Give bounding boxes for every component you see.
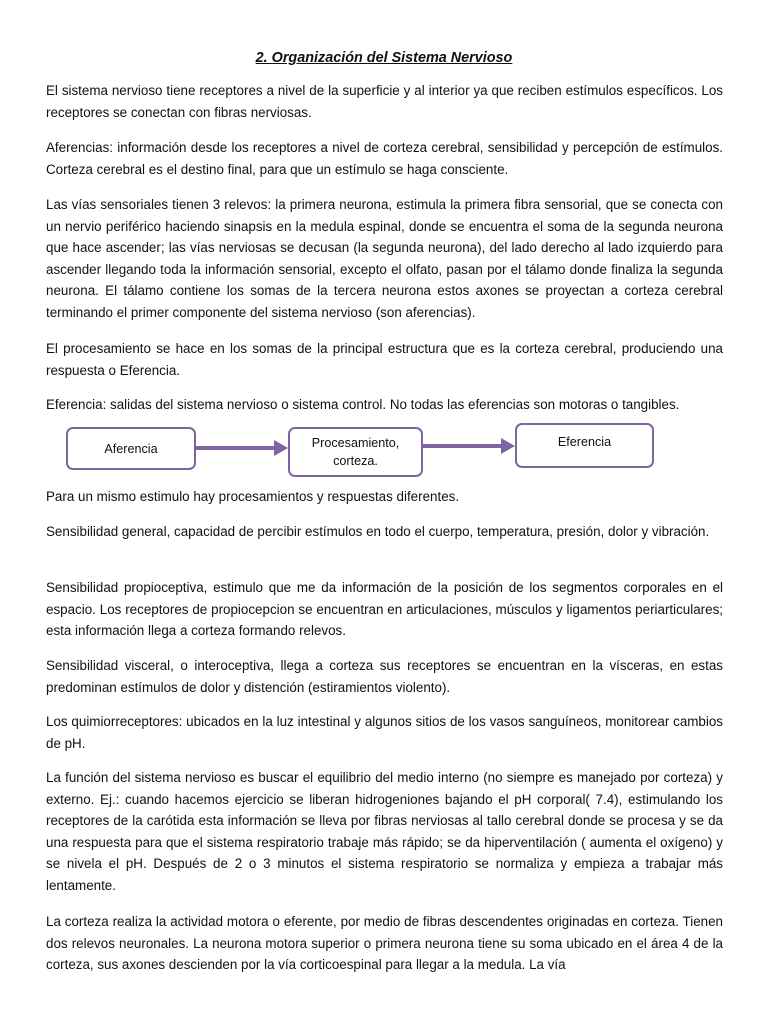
paragraph-procesamiento: El procesamiento se hace en los somas de la principal estructura que es la corteza cerebral, produciendo una respuesta o Eferencia.: [46, 341, 723, 378]
paragraph-aferencias: Aferencias: información desde los receptores a nivel de corteza cerebral, sensibilidad y percepción de estímulos. Corteza cerebral es el destino final, para que un estímulo se haga consciente.: [46, 140, 723, 177]
paragraph-sensibilidad-general: Sensibilidad general, capacidad de percibir estímulos en todo el cuerpo, temperatura, presión, dolor y vibración.: [46, 524, 710, 539]
paragraph-funcion-sistema-nervioso: La función del sistema nervioso es buscar el equilibrio del medio interno (no siempre es manejado por corteza) y externo. Ej.: cuando hacemos ejercicio se liberan hidrogeniones bajando el pH corporal( 7.4), estimulando los receptores de la carótida esta información se lleva por fibras nerviosas al tallo cerebral donde se procesa y se da una respuesta para que el sistema respiratorio trabaje más rápido; se da hiperventilación ( aumenta el oxígeno) y se nivela el pH. Después de 2 o 3 minutos el sistema respiratorio se normaliza y empieza a trabajar más lentamente.: [46, 770, 723, 893]
box-procesamiento: [288, 427, 423, 477]
paragraph-corteza-motora: La corteza realiza la actividad motora o eferente, por medio de fibras descendentes originadas en corteza. Tienen dos relevos neuronales. La neurona motora superior o primera neurona tiene su soma ubicado en el área 4 de la corteza, sus axones descienden por la vía corticoespinal para llegar a la medula. La vía: [46, 914, 723, 972]
arrow-aferencia-to-procesamiento: [196, 438, 290, 458]
box-eferencia-label: Eferencia: [557, 435, 612, 449]
box-eferencia: [515, 423, 654, 468]
paragraph-quimiorreceptores: Los quimiorreceptores: ubicados en la luz intestinal y algunos sitios de los vasos sanguíneos, monitorear cambios de pH.: [46, 714, 723, 751]
paragraph-receptores: El sistema nervioso tiene receptores a nivel de la superficie y al interior ya que reciben estímulos específicos. Los receptores se conectan con fibras nerviosas.: [46, 83, 723, 120]
arrow-procesamiento-to-eferencia: [423, 436, 517, 456]
paragraph-sensibilidad-visceral: Sensibilidad visceral, o interoceptiva, llega a corteza sus receptores se encuentran en la vísceras, en estas predominan estímulos de dolor y distención (estiramientos violento).: [46, 658, 723, 695]
box-aferencia-label: Aferencia: [104, 441, 158, 456]
paragraph-eferencia: Eferencia: salidas del sistema nervioso o sistema control. No todas las eferencias son motoras o tangibles.: [46, 397, 680, 412]
box-procesamiento-label-2: corteza.: [333, 454, 378, 468]
paragraph-mismo-estimulo: Para un mismo estimulo hay procesamientos y respuestas diferentes.: [46, 489, 460, 504]
box-procesamiento-label-1: Procesamiento,: [311, 436, 400, 450]
document-title: 2. Organización del Sistema Nervioso: [255, 50, 513, 66]
paragraph-sensibilidad-propioceptiva: Sensibilidad propioceptiva, estimulo que me da información de la posición de los segmentos corporales en el espacio. Los receptores de propiocepcion se encuentran en articulaciones, músculos y ligamentos periarticulares; esta información llega a corteza formando relevos.: [46, 580, 723, 638]
box-aferencia: [66, 427, 196, 470]
paragraph-vias-sensoriales: Las vías sensoriales tienen 3 relevos: la primera neurona, estimula la primera fibra sensorial, que se conecta con un nervio periférico haciendo sinapsis en la medula espinal, donde se encuentra el soma de la segunda neurona que hace ascender; las vías nerviosas se decusan (la segunda neurona), del lado derecho al lado izquierdo para ascender llegando toda la información sensorial, excepto el olfato, pasan por el tálamo donde finaliza la segunda neurona. El tálamo contiene los somas de la tercera neurona estos axones se proyectan a corteza cerebral terminando el primer componente del sistema nervioso (son aferencias).: [46, 197, 723, 320]
